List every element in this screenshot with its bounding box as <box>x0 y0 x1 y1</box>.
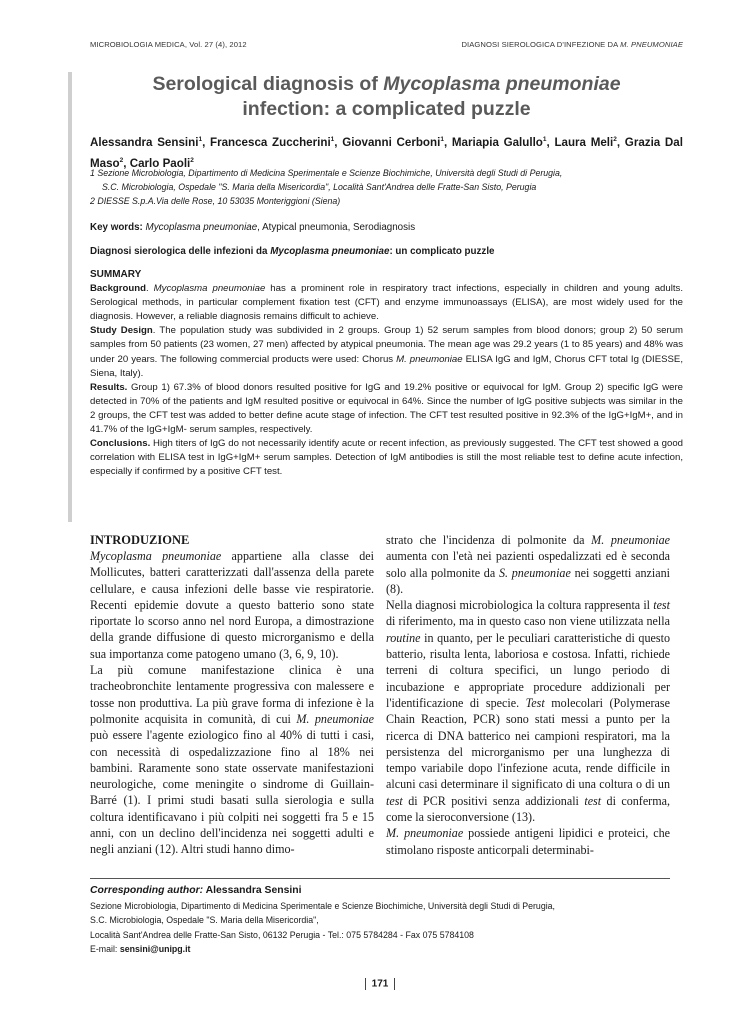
author-name: Carlo Paoli <box>129 156 191 170</box>
section-title: DIAGNOSI SIEROLOGICA D'INFEZIONE DA M. PNEUMONIAE <box>461 40 683 49</box>
author-name: Alessandra Sensini <box>90 135 199 149</box>
intro-paragraph-1: Mycoplasma pneumoniae appartiene alla classe dei Mollicutes, batteri caratterizzati dall'assenza della parete cellulare, e causa infezioni delle basse vie respiratorie. Recenti epidemie dovute a questo batterio sono state riportate lo scorso anno nel nord Europa, a dimostrazione della grande diffusione di questo microrganismo e della sua importanza come patogeno umano (3, 6, 9, 10). <box>90 549 374 661</box>
corresponding-author-heading: Corresponding author: Alessandra Sensini <box>90 885 302 896</box>
decorative-left-bar <box>68 72 72 522</box>
author-name: Giovanni Cerboni <box>342 135 441 149</box>
email-link[interactable]: sensini@unipg.it <box>119 944 191 955</box>
summary-conclusions: Conclusions. High titers of IgG do not necessarily identify acute or recent infection, as previously suggested. The CFT test showed a good correlation with ELISA test in IgG+IgM+ serum samples. Detection of IgM antibodies is still the most reliable test to define acute infection, especially if confirmed by a positive CFT test. <box>90 438 683 478</box>
affiliation-2: 2 DIESSE S.p.A.Via delle Rose, 10 53035 Monteriggioni (Siena) <box>90 196 341 206</box>
italian-title: Diagnosi sierologica delle infezioni da Mycoplasma pneumoniae: un complicato puzzle <box>90 246 495 257</box>
intro-paragraph-4: M. pneumoniae possiede antigeni lipidici e proteici, che stimolano risposte anticorpali determinabi- <box>386 826 670 857</box>
keywords: Key words: Mycoplasma pneumoniae, Atypical pneumonia, Serodiagnosis <box>90 222 416 233</box>
author-separator: , <box>616 135 625 149</box>
summary-study-design: Study Design. The population study was subdivided in 2 groups. Group 1) 52 serum samples from blood donors; group 2) 50 serum samples from 50 patients (23 women, 27 men) affected by atypical pneumonia. The mean age was 29.2 years (1 to 85 years) and 48% was under 20 years. The following commercial products were used: Chorus M. pneumoniae ELISA IgG and IgM, Chorus CFT total Ig (DIESSE, Siena, Italy). <box>90 325 683 379</box>
author-affiliation-marker: 1 <box>330 136 335 143</box>
journal-citation: MICROBIOLOGIA MEDICA, Vol. 27 (4), 2012 <box>90 40 247 49</box>
affiliation-1: 1 Sezione Microbiologia, Dipartimento di Medicina Sperimentale e Scienze Biochimiche, Università degli Studi di Perugia, <box>90 168 563 178</box>
affiliations <box>90 166 683 208</box>
summary-abstract <box>90 268 683 479</box>
intro-paragraph-2: La più comune manifestazione clinica è una tracheobronchite lentamente progressiva con malessere e tosse non produttiva. La più grave forma di infezione è la polmonite acquisita in comunità, di cui M. pneumoniae può essere l'agente eziologico fino al 40% di tutti i casi, con necessità di ospedalizzazione fino al 18% nei bambini. Raramente sono state osservate manifestazioni neurologiche, come meningite o sindrome di Guillain-Barré (1). I primi studi basati sulla sierologia e sulla coltura identificavano i più colpiti nei soggetti fra 5 e 15 anni, con un declino dell'incidenza nei soggetti adulti e negli anziani (12). Altri studi hanno dimo- <box>90 663 374 857</box>
author-separator: , <box>334 135 343 149</box>
affiliation-1-cont: S.C. Microbiologia, Ospedale "S. Maria della Misericordia", Località Sant'Andrea delle Fratte-San Sisto, Perugia <box>102 182 537 192</box>
page-number: 171 <box>350 978 410 990</box>
footer-email: E-mail: sensini@unipg.it <box>90 944 191 955</box>
footer-address-line-3: Località Sant'Andrea delle Fratte-San Sisto, 06132 Perugia - Tel.: 075 5784284 - Fax 075 5784108 <box>90 929 474 940</box>
body-column-right <box>386 532 670 858</box>
author-separator: , <box>202 135 210 149</box>
corresponding-author-note <box>90 883 683 957</box>
intro-paragraph-3: Nella diagnosi microbiologica la coltura rappresenta il test di riferimento, ma in questo caso non viene utilizzata nella routine in quanto, per le peculiari caratteristiche di questo batterio, risulta lenta, laboriosa e costosa. Infatti, richiede terreni di coltura specifici, un lungo periodo di incubazione e appropriate procedure addizionali per l'identificazione di specie. Test molecolari (Polymerase Chain Reaction, PCR) sono stati messi a punto per la ricerca di DNA batterico nei campioni respiratori, ma la persistenza del microrganismo per una lunghezza di tempo variabile dopo l'infezione acuta, rende difficile in alcuni casi determinare il significato di una coltura o di un test di PCR positivi senza addizionali test di conferma, come la sieroconversione (13). <box>386 598 671 825</box>
intro-paragraph-2-cont: strato che l'incidenza di polmonite da M. pneumoniae aumenta con l'età nei pazienti ospedalizzati ed è seconda solo alla polmonite da S. pneumoniae nei soggetti anziani (8). <box>386 533 670 596</box>
author-name: Mariapia Galullo <box>451 135 543 149</box>
footer-address-line-2: S.C. Microbiologia, Ospedale "S. Maria della Misericordia", <box>90 915 319 926</box>
running-head <box>90 40 683 49</box>
author-separator: , <box>443 135 452 149</box>
author-affiliation-marker: 1 <box>440 136 444 143</box>
author-affiliation-marker: 2 <box>613 136 617 143</box>
author-affiliation-marker: 2 <box>119 156 124 164</box>
footnote-divider <box>90 878 670 879</box>
author-affiliation-marker: 1 <box>542 136 547 143</box>
author-name: Laura Meli <box>554 135 614 149</box>
intro-heading: INTRODUZIONE <box>90 533 190 547</box>
footer-address-line-1: Sezione Microbiologia, Dipartimento di Medicina Sperimentale e Scienze Biochimiche, Università degli Studi di Perugia, <box>90 901 556 911</box>
summary-heading: SUMMARY <box>90 269 142 280</box>
body-column-left <box>90 532 374 858</box>
author-separator: , <box>546 135 555 149</box>
summary-results: Results. Group 1) 67.3% of blood donors resulted positive for IgG and 19.2% positive or equivocal for IgM. Group 2) specific IgG were detected in 70% of the patients and IgM resulted positive or equivocal in 64%. Since the number of IgG positive subjects was similar in the 2 groups, the CFT test was added to better define acute stage of infection. The CFT test resulted positive in 92.3% of the IgG+IgM+, and in 41.7% of the IgG+IgM- serum samples, respectively. <box>90 381 683 436</box>
author-name: Grazia Dal Maso <box>90 135 683 170</box>
author-affiliation-marker: 1 <box>198 136 203 143</box>
author-affiliation-marker: 2 <box>190 156 194 164</box>
summary-background: Background. Mycoplasma pneumoniae has a prominent role in respiratory tract infections, especially in children and young adults. Serological methods, in particular complement fixation test (CFT) and enzyme immunoassays (ELISA), are most widely used for the diagnosis. However, a reliable diagnosis remains difficult to achieve. <box>90 283 683 323</box>
author-name: Francesca Zuccherini <box>209 135 331 149</box>
article-title: Serological diagnosis of Mycoplasma pneumoniae infection: a complicated puzzle <box>152 73 621 120</box>
author-separator: , <box>123 156 130 170</box>
